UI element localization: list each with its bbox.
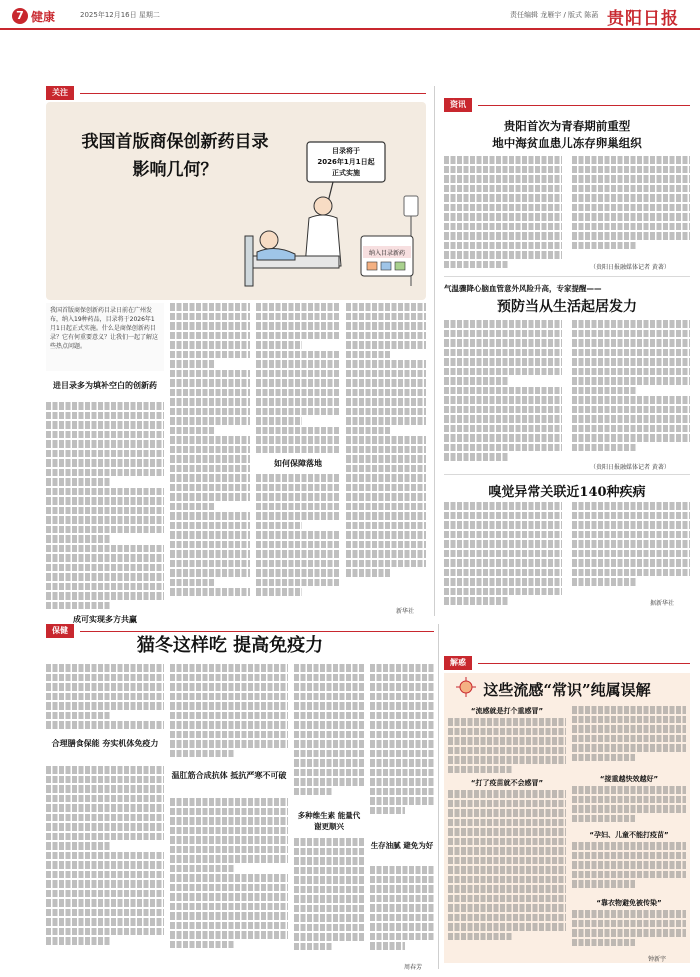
feature-subhead-1: 进目录多为填补空白的创新药	[53, 381, 157, 390]
tag-tips: 保健	[46, 624, 74, 638]
newspaper-logo: 贵阳日报	[607, 9, 679, 29]
news1-headline-line2: 地中海贫血患儿冻存卵巢组织	[492, 136, 642, 150]
tag-focus-line	[80, 93, 426, 94]
news1-column-2	[572, 156, 690, 256]
publication-date: 2025年12月16日 星期二	[80, 11, 160, 19]
feature-column-4	[346, 303, 426, 603]
doctor-head-icon	[314, 197, 332, 215]
news-divider-2	[444, 474, 690, 475]
news1-column-1	[444, 156, 562, 276]
myth-headline: 这些流感“常识”纯属误解	[483, 681, 651, 699]
myth-q3: “接重越快效越好”	[599, 775, 659, 783]
feature-headline-line2: 影响几何？	[132, 160, 218, 180]
myth-column-2b	[572, 786, 686, 826]
health-column-3a	[294, 664, 364, 804]
news1-byline: （贵阳日报融媒体记者 黄著）	[590, 264, 670, 271]
feature-headline-line1: 我国首版商保创新药目录	[81, 132, 269, 152]
health-column-1a	[46, 664, 164, 734]
myth-q2: “打了疫苗就不会感冒”	[470, 779, 544, 787]
column-divider-bottom	[438, 624, 439, 969]
health-column-4a	[370, 664, 434, 834]
health-column-1b	[46, 766, 164, 966]
feature-lede: 我国首版商保创新药目录日前在广州发布，纳入19种药品，目录将于2026年1月1日起正式实施。什么是商保创新药目录？它有何重要意义？让我们一起了解这些热点问题。	[46, 303, 164, 371]
page-number-badge: 7	[12, 8, 28, 24]
myth-column-2d	[572, 910, 686, 950]
health-byline: 周春芳	[404, 964, 423, 971]
board-text-2: 2026年1月1日起	[317, 158, 375, 166]
feature-column-2	[170, 303, 250, 613]
news2-byline: （贵阳日报融媒体记者 黄著）	[590, 464, 670, 471]
myth-column-1b	[448, 790, 566, 958]
masthead	[0, 0, 700, 30]
health-subhead-4: 生存油腻 避免为好	[370, 841, 434, 850]
myth-q4: “孕妇、儿童不能打疫苗”	[589, 831, 669, 839]
news2-column-2	[572, 320, 690, 460]
health-subhead-3: 多种维生素 能量代谢更顺兴	[297, 811, 361, 831]
news3-column-2	[572, 502, 690, 592]
column-divider-top	[434, 86, 435, 616]
myth-byline: 钟新宇	[648, 956, 667, 963]
news2-kicker: 气温骤降心脑血管意外风险升高，专家提醒——	[444, 284, 602, 293]
news3-headline: 嗅觉异常关联近140种疾病	[488, 485, 646, 500]
health-subhead-1: 合理膳食保能 夯实机体免疫力	[51, 739, 159, 748]
health-column-4b	[370, 866, 434, 958]
myth-q1: “流感就是打个重感冒”	[470, 707, 544, 715]
feature-subhead-2: 成可实现多方共赢	[73, 615, 137, 624]
medicine-bag-label: 纳入目录新药	[368, 250, 406, 257]
feature-column-1	[46, 402, 164, 612]
myth-column-2a	[572, 706, 686, 768]
tag-myth-line	[478, 663, 690, 664]
health-column-2a	[170, 664, 288, 764]
health-column-2b	[170, 798, 288, 966]
news2-headline: 预防当从生活起居发力	[497, 299, 637, 315]
board-text-3: 正式实施	[332, 169, 360, 177]
myth-column-1a	[448, 718, 566, 776]
tag-myth: 解惑	[444, 656, 472, 670]
news3-byline: 据新华社	[650, 600, 675, 607]
patient-head-icon	[260, 231, 278, 249]
feature-subhead-3: 如何保障落地	[274, 459, 322, 468]
myth-column-2c	[572, 842, 686, 894]
news1-headline-line1: 贵阳首次为青春期前重型	[503, 119, 631, 133]
news1-headline	[444, 118, 690, 152]
feature-byline: 新华社	[396, 608, 415, 615]
news-divider-1	[444, 276, 690, 277]
tag-news-line	[478, 105, 690, 106]
news3-column-1	[444, 502, 562, 612]
tag-focus: 关注	[46, 86, 74, 100]
health-column-3b	[294, 838, 364, 966]
news2-column-1	[444, 320, 562, 468]
health-headline: 猫冬这样吃 提高免疫力	[136, 635, 324, 656]
health-subhead-2: 温肛筋合成抗体 抵抗严寒不可破	[171, 771, 287, 780]
feature-column-3b	[256, 474, 340, 614]
feature-illustration	[235, 136, 425, 300]
editor-credits: 责任编辑 龙雁宇 / 版式 陈菡	[510, 11, 599, 19]
section-name: 健康	[31, 10, 56, 24]
tag-news: 资讯	[444, 98, 472, 112]
myth-q5: “靠衣物避免被传染”	[596, 899, 662, 907]
board-text-1: 目录将于	[332, 147, 360, 155]
